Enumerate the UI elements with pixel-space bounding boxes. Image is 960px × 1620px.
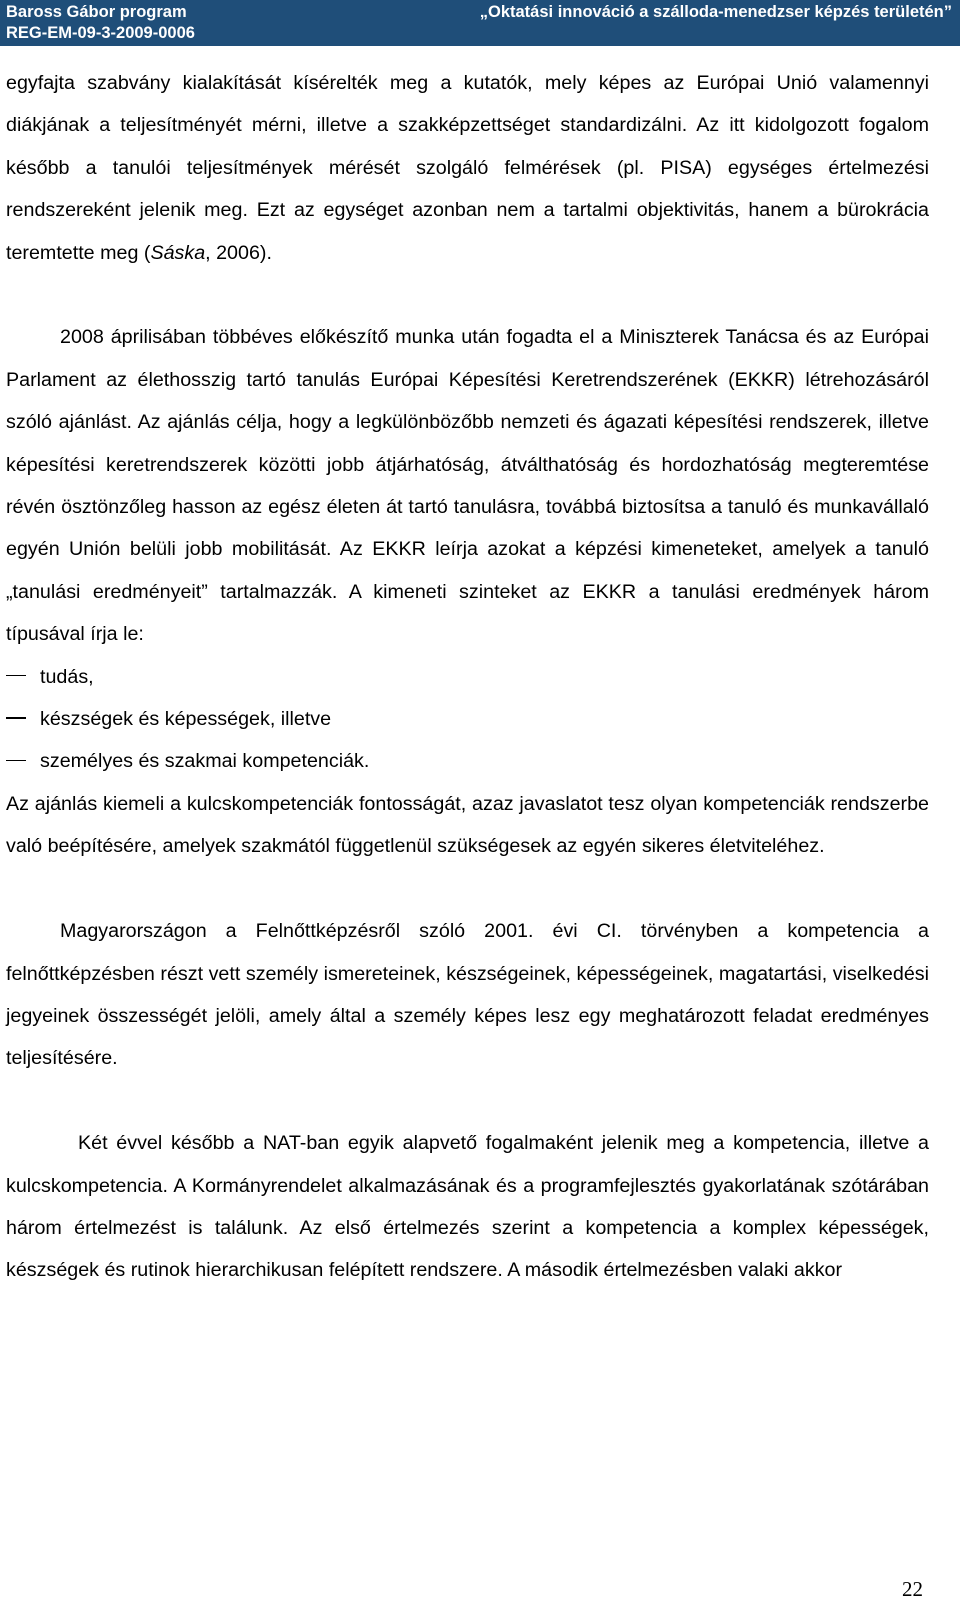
citation-author: Sáska xyxy=(150,241,206,264)
dash-bullet-icon xyxy=(6,740,40,782)
paragraph-1-text: egyfajta szabvány kialakítását kísérelték meg a kutatók, mely képes az Európai Unió valamennyi diákjának a teljesítményét mérni, illetve a szakképzettséget standardizálni. Az itt kidolgozott fogalom később a tanulói teljesítmények mérését szolgáló felmérések (pl. PISA) egységes értelmezési rendszereként jelenik meg. Ezt az egységet azonban nem a tartalmi objektivitás, hanem a bürokrácia teremtette meg ( xyxy=(6,72,929,264)
project-title: „Oktatási innováció a szálloda-menedzser képzés területén” xyxy=(479,3,952,21)
paragraph-spacer xyxy=(6,1080,929,1122)
paragraph-1 xyxy=(6,62,929,274)
list-item-text: személyes és szakmai kompetenciák. xyxy=(40,750,370,773)
paragraph-spacer xyxy=(6,868,929,910)
project-code: REG-EM-09-3-2009-0006 xyxy=(6,24,195,42)
paragraph-3: Az ajánlás kiemeli a kulcskompetenciák fontosságát, azaz javaslatot tesz olyan kompetenciák rendszerbe való beépítésére, amelyek szakmától függetlenül szükségesek az egyén sikeres életviteléhez. xyxy=(6,792,929,858)
dash-bullet-icon xyxy=(6,656,40,698)
document-body xyxy=(6,62,929,1292)
list-item xyxy=(6,740,929,782)
citation-year: , 2006). xyxy=(205,241,272,264)
list-item-text: tudás, xyxy=(40,665,94,688)
dash-bullet-icon xyxy=(6,698,40,740)
list-item-text: készségek és képességek, illetve xyxy=(40,708,332,731)
paragraph-5: Két évvel később a NAT-ban egyik alapvető fogalmaként jelenik meg a kompetencia, illetve a kulcskompetencia. A Kormányrendelet alkalmazásának és a programfejlesztés gyakorlatának szótárában három értelmezést is találunk. Az első értelmezés szerint a kompetencia a komplex képességek, készségek és rutinok hierarchikusan felépített rendszere. A második értelmezésben valaki akkor xyxy=(6,1132,929,1282)
header-row-2 xyxy=(6,23,952,44)
list-item xyxy=(6,656,929,698)
page-header xyxy=(0,0,960,46)
paragraph-2: 2008 áprilisában többéves előkészítő munka után fogadta el a Miniszterek Tanácsa és az Európai Parlament az élethosszig tartó tanulás Európai Képesítési Keretrendszerének (EKKR) létrehozásáról szóló ajánlást. Az ajánlás célja, hogy a legkülönbözőbb nemzeti és ágazati képesítési rendszerek, illetve képesítési keretrendszerek közötti jobb átjárhatóság, átválthatóság és hordozhatóság megteremtése révén ösztönzőleg hasson az egész életen át tartó tanulásra, továbbá biztosítsa a tanuló és munkavállaló egyén Unión belüli jobb mobilitását. Az EKKR leírja azokat a képzési kimeneteket, amelyek a tanuló „tanulási eredményeit” tartalmazzák. A kimeneti szinteket az EKKR a tanulási eredmények három típusával írja le: xyxy=(6,326,929,646)
paragraph-4: Magyarországon a Felnőttképzésről szóló 2001. évi CI. törvényben a kompetencia a felnőttképzésben részt vett személy ismereteinek, készségeinek, képességeinek, magatartási, viselkedési jegyeinek összességét jelöli, amely által a személy képes lesz egy meghatározott feladat eredményes teljesítésére. xyxy=(6,920,929,1070)
header-row-1 xyxy=(6,2,952,23)
paragraph-spacer xyxy=(6,274,929,316)
program-name: Baross Gábor program xyxy=(6,3,187,21)
page-number: 22 xyxy=(902,1577,923,1601)
list-item xyxy=(6,698,929,740)
